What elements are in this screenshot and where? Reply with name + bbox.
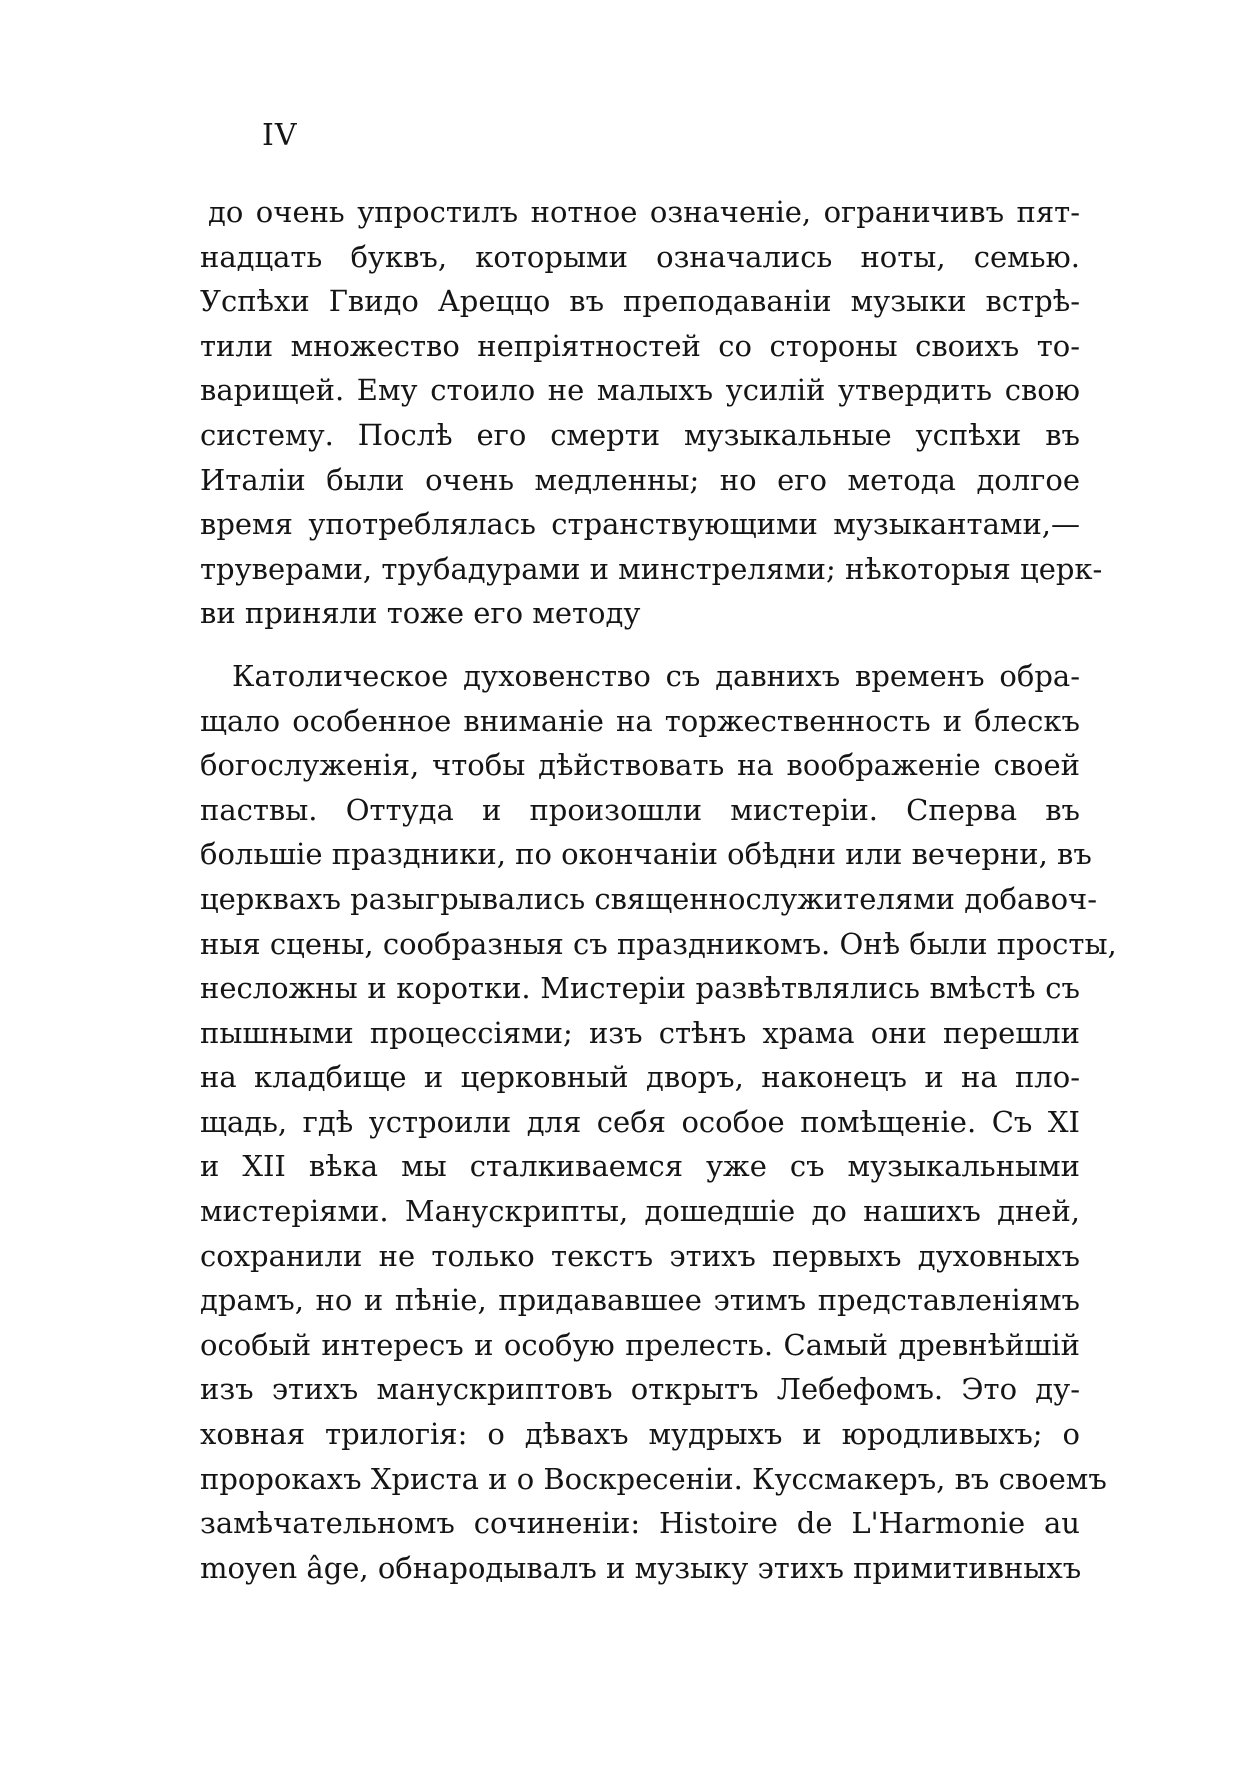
text-line: труверами, трубадурами и минстрелями; нѣкоторыя церк- — [200, 551, 1103, 586]
text-line: Успѣхи Гвидо Ареццо въ преподаваніи музыки встрѣ- — [200, 284, 1080, 319]
text-line: ви приняли тоже его методу — [200, 596, 641, 631]
text-line: сохранили не только текстъ этихъ первыхъ духовныхъ — [200, 1238, 1080, 1273]
text-line: время употреблялась странствующими музыкантами,— — [200, 507, 1080, 542]
text-line: на кладбище и церковный дворъ, наконецъ и на пло- — [200, 1060, 1080, 1095]
text-line: до очень упростилъ нотное означеніе, ограничивъ пят- — [208, 195, 1080, 229]
text-line: церквахъ разыгрывались священнослужителями добавоч- — [200, 881, 1098, 916]
text-line: тили множество непріятностей со стороны своихъ то- — [200, 328, 1080, 363]
text-line: надцать буквъ, которыми означались ноты, семью. — [200, 239, 1080, 274]
text-line: ховная трилогія: о дѣвахъ мудрыхъ и юродливыхъ; о — [200, 1417, 1080, 1452]
body-text — [200, 190, 1117, 1590]
text-line: Католическое духовенство съ давнихъ временъ обра- — [232, 658, 1080, 693]
text-line: несложны и коротки. Мистеріи развѣтвлялись вмѣстѣ съ — [200, 971, 1080, 1006]
text-line: драмъ, но и пѣніе, придававшее этимъ представленіямъ — [200, 1283, 1080, 1318]
paragraph-1 — [200, 190, 1103, 636]
text-line: большіе праздники, по окончаніи обѣдни или вечерни, въ — [200, 837, 1092, 872]
text-line: варищей. Ему стоило не малыхъ усилій утвердить свою — [200, 373, 1080, 408]
text-line: и XII вѣка мы сталкиваемся уже съ музыкальными — [200, 1149, 1080, 1184]
text-line: паствы. Оттуда и произошли мистеріи. Сперва въ — [200, 792, 1080, 827]
text-line: щадь, гдѣ устроили для себя особое помѣщеніе. Съ XI — [200, 1104, 1080, 1139]
text-line: мистеріями. Манускрипты, дошедшіе до нашихъ дней, — [200, 1194, 1080, 1229]
text-line: богослуженія, чтобы дѣйствовать на воображеніе своей — [200, 748, 1080, 783]
paragraph-2 — [200, 654, 1117, 1590]
text-line: Италіи были очень медленны; но его метода долгое — [200, 462, 1080, 497]
text-line: замѣчательномъ сочиненіи: Histoire de L'Harmonie au — [200, 1506, 1080, 1541]
text-line: ныя сцены, сообразныя съ праздникомъ. Онѣ были просты, — [200, 926, 1117, 961]
text-line: пророкахъ Христа и о Воскресеніи. Куссмакеръ, въ своемъ — [200, 1461, 1107, 1496]
text-line: особый интересъ и особую прелесть. Самый древнѣйшій — [200, 1327, 1080, 1362]
text-line: изъ этихъ манускриптовъ открытъ Лебефомъ. Это ду- — [200, 1372, 1080, 1407]
text-line: щало особенное вниманіе на торжественность и блескъ — [200, 703, 1080, 738]
text-line: пышными процессіями; изъ стѣнъ храма они перешли — [200, 1015, 1080, 1050]
text-line: moyen âge, обнародывалъ и музыку этихъ примитивныхъ — [200, 1550, 1082, 1585]
text-line: систему. Послѣ его смерти музыкальные успѣхи въ — [200, 417, 1080, 452]
page-number: IV — [262, 118, 298, 153]
